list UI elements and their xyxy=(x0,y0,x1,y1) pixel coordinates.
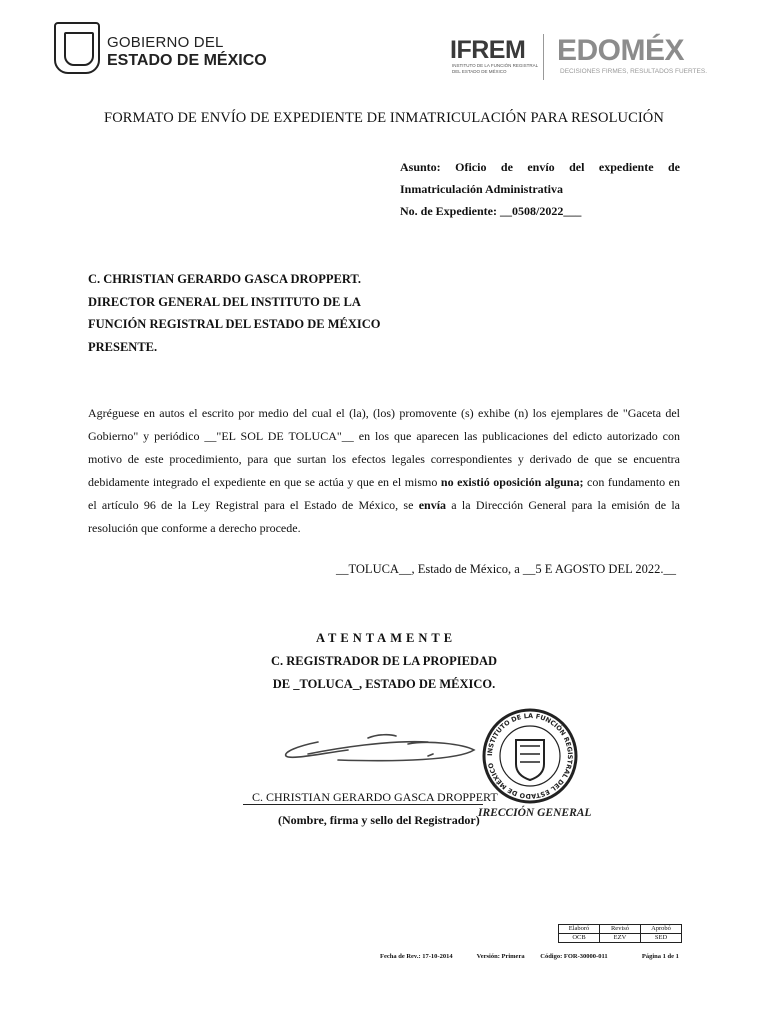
signer-name: C. CHRISTIAN GERARDO GASCA DROPPERT xyxy=(252,790,498,804)
handwritten-signature xyxy=(278,720,478,770)
seal-text: INSTITUTO DE LA FUNCIÓN REGISTRAL DEL ESTADO DE MÉXICO xyxy=(485,711,575,801)
closing-block xyxy=(0,627,768,696)
government-name-line2: ESTADO DE MÉXICO xyxy=(107,52,267,69)
body-text: con fundamento en el artículo 96 de la Ley Registral para el Estado de México, se xyxy=(88,474,680,512)
addressee-line: C. CHRISTIAN GERARDO GASCA DROPPERT. xyxy=(88,272,361,286)
ifrem-subtitle-line2: DEL ESTADO DE MÉXICO xyxy=(452,69,507,74)
place-and-date: __TOLUCA__, Estado de México, a __5 E AGOSTO DEL 2022.__ xyxy=(336,562,677,576)
subject-block xyxy=(400,156,680,222)
subject-line1: Asunto: Oficio de envío del expediente de xyxy=(400,160,680,174)
government-logo xyxy=(54,22,269,78)
addressee-line: DIRECTOR GENERAL DEL INSTITUTO DE LA xyxy=(88,294,361,309)
table-cell: SED xyxy=(641,934,682,943)
ifrem-subtitle-line1: INSTITUTO DE LA FUNCIÓN REGISTRAL xyxy=(452,63,539,68)
registrar-title: C. REGISTRADOR DE LA PROPIEDAD xyxy=(270,654,498,668)
body-text: a la Dirección General para la emisión de la resolución que conforme a derecho procede. xyxy=(88,497,680,535)
table-header-cell: Revisó xyxy=(600,925,641,934)
signature-caption: (Nombre, firma y sello del Registrador) xyxy=(278,813,480,827)
svg-text:INSTITUTO DE LA FUNCIÓN REGIST xyxy=(486,712,574,800)
document-title: FORMATO DE ENVÍO DE EXPEDIENTE DE INMATRICULACIÓN PARA RESOLUCIÓN xyxy=(104,110,664,126)
closing-salutation: ATENTAMENTE xyxy=(315,631,457,645)
edomex-logo: EDOMÉX xyxy=(557,34,685,67)
edomex-tagline: DECISIONES FIRMES, RESULTADOS FUERTES. xyxy=(560,68,707,75)
government-name-line1: GOBIERNO DEL xyxy=(107,34,224,51)
body-emphasis: envía xyxy=(418,497,447,512)
revision-date: Fecha de Rev.: 17-10-2014 xyxy=(380,953,453,960)
addressee-block xyxy=(88,268,381,359)
body-emphasis: no existió oposición alguna; xyxy=(440,474,584,489)
approval-table xyxy=(558,924,682,943)
footer-info xyxy=(380,953,679,960)
coat-of-arms-icon xyxy=(54,22,100,74)
table-header-cell: Aprobó xyxy=(641,925,682,934)
addressee-line: PRESENTE. xyxy=(88,340,158,355)
header-divider xyxy=(543,34,544,80)
document-code: Código: FOR-30000-011 xyxy=(540,953,608,960)
addressee-line: FUNCIÓN REGISTRAL DEL ESTADO DE MÉXICO xyxy=(88,317,381,332)
body-paragraph xyxy=(88,402,680,539)
table-cell: OCB xyxy=(559,934,600,943)
seal-label: IRECCIÓN GENERAL xyxy=(478,807,592,819)
ifrem-logo: IFREM xyxy=(450,36,526,64)
table-row xyxy=(559,934,682,943)
file-number: No. de Expediente: __0508/2022___ xyxy=(400,204,582,218)
table-cell: EZV xyxy=(600,934,641,943)
registrar-jurisdiction: DE _TOLUCA_, ESTADO DE MÉXICO. xyxy=(272,677,496,691)
table-header-cell: Elaboró xyxy=(559,925,600,934)
subject-line2: Inmatriculación Administrativa xyxy=(400,182,564,196)
table-row xyxy=(559,925,682,934)
page-number: Página 1 de 1 xyxy=(641,953,679,960)
body-text: Agréguese en autos el escrito por medio del cual el (la), (los) promovente (s) exhibe (n) los ejemplares de "Gaceta del Gobierno" y periódico __"EL SOL DE TOLUCA"__ en los que aparecen las publicaciones del edicto autorizado con motivo de este procedimiento, para que surtan los efectos legales correspondientes y derivado de que se encuentra debidamente integrado el expediente en que se actúa y que en el mismo xyxy=(88,406,680,489)
version: Versión: Primera xyxy=(476,953,525,960)
